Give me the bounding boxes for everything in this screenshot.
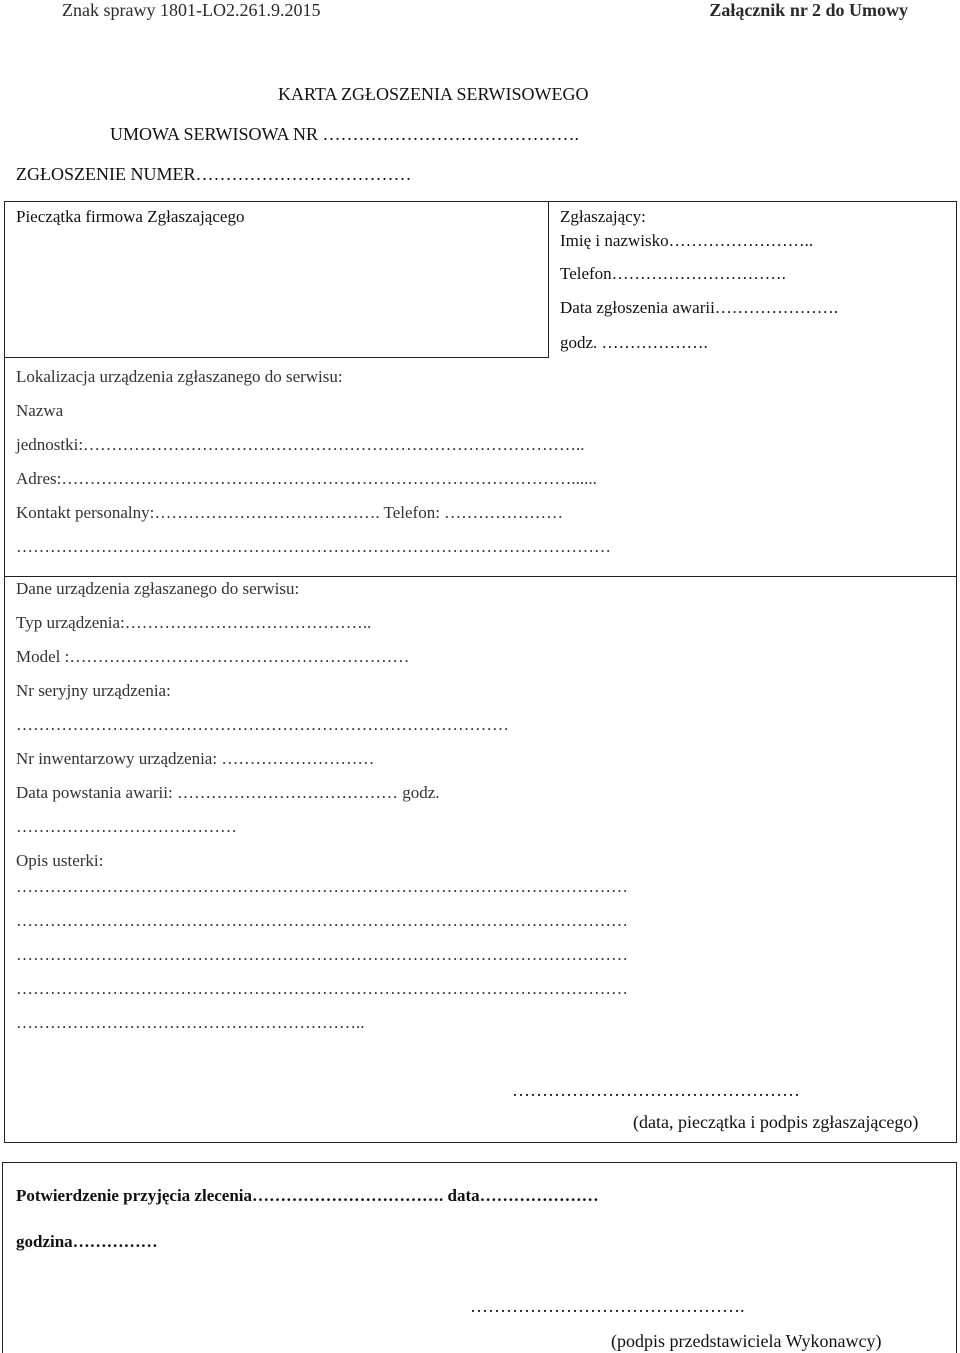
contact-continuation-line: ……………………………………………………………………………………………	[16, 537, 611, 556]
company-stamp-label: Pieczątka firmowa Zgłaszającego	[16, 207, 245, 226]
page-title: KARTA ZGŁOSZENIA SERWISOWEGO	[278, 84, 589, 104]
fault-description-line: ………………………………………………………………………………………………	[16, 911, 628, 930]
contact-person-field: Kontakt personalny:…………………………………. Telefon: …………………	[16, 503, 564, 522]
reporter-signature-caption: (data, pieczątka i podpis zgłaszającego)	[633, 1112, 919, 1132]
unit-name-field: jednostki:……………………………………………………………………………..	[16, 435, 585, 454]
device-model-field: Model :……………………………………………………	[16, 647, 410, 666]
serial-number-field: ……………………………………………………………………………	[16, 715, 509, 734]
reporter-title: Zgłaszający:	[560, 207, 646, 226]
fault-description-line: ………………………………………………………………………………………………	[16, 979, 628, 998]
fault-description-line: ……………………………………………………..	[16, 1013, 365, 1032]
reporter-column-divider	[548, 201, 549, 358]
serial-number-label: Nr seryjny urządzenia:	[16, 681, 171, 700]
address-field: Adres:………………………………………………………………………………......	[16, 469, 597, 488]
fault-description-line: ………………………………………………………………………………………………	[16, 945, 628, 964]
case-number: Znak sprawy 1801-LO2.261.9.2015	[62, 0, 321, 20]
inventory-number-field: Nr inwentarzowy urządzenia: ………………………	[16, 749, 375, 768]
device-type-field: Typ urządzenia:……………………………………..	[16, 613, 372, 632]
fault-description-line: ………………………………………………………………………………………………	[16, 877, 628, 896]
failure-time-field: …………………………………	[16, 817, 237, 836]
failure-date-field: Data powstania awarii: ………………………………… godz.	[16, 783, 440, 802]
reporter-signature-line: …………………………………………	[512, 1080, 800, 1100]
report-time-field: godz. ……………….	[560, 333, 708, 352]
acceptance-time-field: godzina……………	[16, 1232, 158, 1251]
order-acceptance-field: Potwierdzenie przyjęcia zlecenia……………………………. data…………………	[16, 1186, 599, 1205]
contractor-signature-line: ……………………………………….	[470, 1296, 745, 1316]
reporter-row-divider	[4, 357, 549, 358]
report-date-field: Data zgłoszenia awarii………………….	[560, 298, 839, 317]
unit-name-label: Nazwa	[16, 401, 64, 420]
report-number-line: ZGŁOSZENIE NUMER………………………………	[16, 164, 412, 184]
fault-description-label: Opis usterki:	[16, 851, 104, 870]
contract-number-line: UMOWA SERWISOWA NR …………………………………….	[110, 124, 580, 144]
reporter-phone-field: Telefon………………………….	[560, 264, 786, 283]
reporter-name-field: Imię i nazwisko……………………..	[560, 231, 814, 250]
device-section-title: Dane urządzenia zgłaszanego do serwisu:	[16, 579, 300, 598]
attachment-label: Załącznik nr 2 do Umowy	[709, 0, 908, 20]
contractor-signature-caption: (podpis przedstawiciela Wykonawcy)	[611, 1331, 882, 1351]
location-title: Lokalizacja urządzenia zgłaszanego do serwisu:	[16, 367, 343, 386]
